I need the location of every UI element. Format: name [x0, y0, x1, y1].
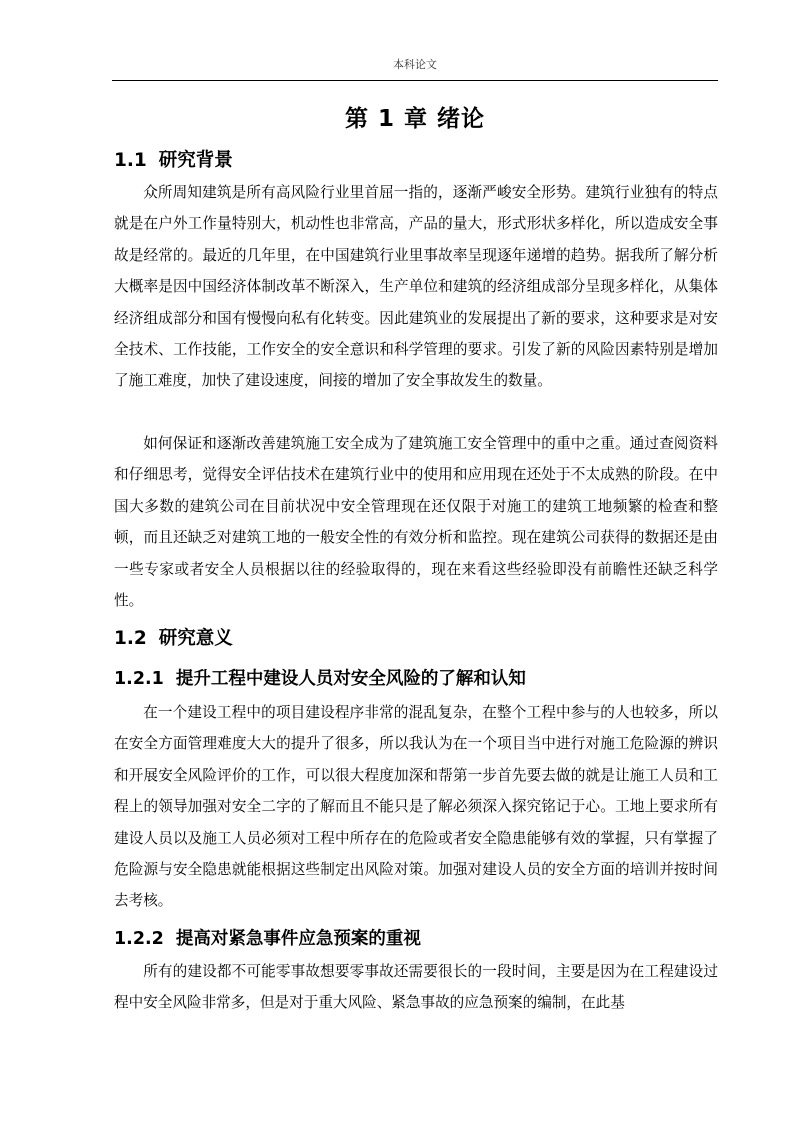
- section-title: 提升工程中建设人员对安全风险的了解和认知: [175, 669, 526, 689]
- section-number: 1.2: [114, 628, 147, 649]
- paragraph-emergency-plan: 所有的建设都不可能零事故想要零事故还需要很长的一段时间，主要是因为在工程建设过程中安全风险非常多，但是对于重大风险、紧急事故的应急预案的编制，在此基: [114, 963, 718, 1012]
- section-number: 1.2.2: [114, 929, 164, 949]
- paragraph-research-background-2: 如何保证和逐渐改善建筑施工安全成为了建筑施工安全管理中的重中之重。通过查阅资料和仔细思考，觉得安全评估技术在建筑行业中的使用和应用现在还处于不太成熟的阶段。在中国大多数的建筑公司在目前状况中安全管理现在还仅限于对施工的建筑工地频繁的检查和整顿，而且还缺乏对建筑工地的一般安全性的有效分析和监控。现在建筑公司获得的数据还是由一些专家或者安全人员根据以往的经验取得的，现在来看这些经验即没有前瞻性还缺乏科学性。: [114, 435, 718, 610]
- section-title: 研究背景: [158, 150, 233, 171]
- section-title: 提高对紧急事件应急预案的重视: [175, 929, 421, 949]
- section-heading-1-2: [114, 624, 718, 650]
- section-number: 1.2.1: [114, 669, 164, 689]
- header-divider: [112, 80, 718, 81]
- section-heading-1-2-2: [114, 925, 718, 950]
- paragraph-research-background-1: 众所周知建筑是所有高风险行业里首屈一指的，逐渐严峻安全形势。建筑行业独有的特点就是在户外工作量特别大，机动性也非常高，产品的量大，形式形状多样化，所以造成安全事故是经常的。最近的几年里，在中国建筑行业里事故率呈现逐年递增的趋势。据我所了解分析大概率是因中国经济体制改革不断深入，生产单位和建筑的经济组成部分呈现多样化，从集体经济组成部分和国有慢慢向私有化转变。因此建筑业的发展提出了新的要求，这种要求是对安全技术、工作技能，工作安全的安全意识和科学管理的要求。引发了新的风险因素特别是增加了施工难度，加快了建设速度，间接的增加了安全事故发生的数量。: [114, 184, 718, 390]
- section-title: 研究意义: [158, 628, 233, 649]
- paragraph-risk-awareness: 在一个建设工程中的项目建设程序非常的混乱复杂，在整个工程中参与的人也较多，所以在安全方面管理难度大大的提升了很多，所以我认为在一个项目当中进行对施工危险源的辨识和开展安全风险评价的工作，可以很大程度加深和帮第一步首先要去做的就是让施工人员和工程上的领导加强对安全二字的了解而且不能只是了解必须深入探究铭记于心。工地上要求所有建设人员以及施工人员必须对工程中所存在的危险或者安全隐患能够有效的掌握，只有掌握了危险源与安全隐患就能根据这些制定出风险对策。加强对建设人员的安全方面的培训并按时间去考核。: [114, 704, 718, 910]
- section-heading-1-1: [114, 146, 718, 172]
- chapter-title: 第 1 章 绪论: [344, 106, 486, 132]
- section-number: 1.1: [114, 150, 147, 171]
- running-header: 本科论文: [393, 58, 437, 71]
- section-heading-1-2-1: [114, 665, 718, 690]
